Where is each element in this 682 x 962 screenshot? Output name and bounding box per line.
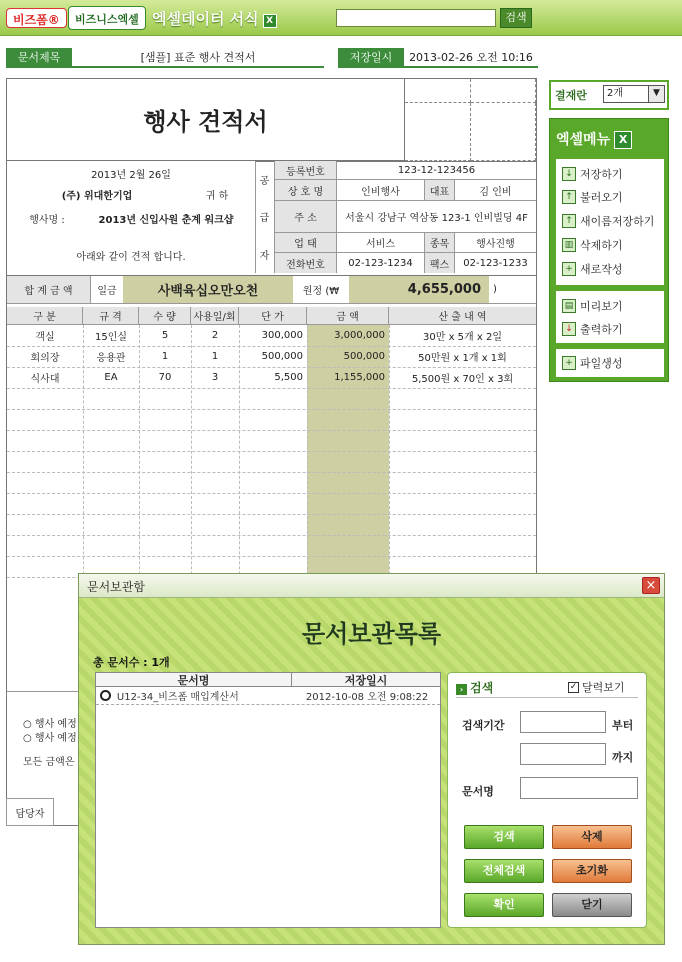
list-col-name: 문서명 — [96, 673, 292, 686]
col-header: 구 분 — [7, 307, 83, 325]
closing-text: 아래와 같이 견적 합니다. — [76, 251, 186, 263]
dialog-heading: 문서보관목록 — [301, 620, 442, 648]
bizform-logo[interactable]: 비즈폼® — [6, 8, 67, 28]
address: 서울시 강남구 역삼동 123-1 인비빌딩 4F — [337, 201, 536, 233]
menu-create-file[interactable] — [562, 353, 623, 373]
approval-cell[interactable] — [471, 103, 536, 161]
from-label: 부터 — [612, 719, 634, 732]
sum-korean: 사백육십오만오천 — [123, 276, 293, 304]
period-label: 검색기간 — [462, 719, 505, 732]
save-icon: ↓ — [562, 167, 576, 181]
approval-count-panel — [549, 80, 669, 110]
row-line — [7, 388, 536, 389]
close-button[interactable]: 닫기 — [552, 893, 632, 917]
address-label: 주 소 — [275, 201, 337, 233]
col-header: 규 격 — [83, 307, 139, 325]
table-cell: EA — [104, 372, 118, 383]
menu-delete[interactable] — [562, 235, 623, 255]
estimate-date: 2013년 2월 26일 — [91, 169, 171, 181]
table-cell: 식사대 — [30, 374, 60, 385]
col-header: 사용일/회 — [191, 307, 239, 325]
approval-count-label: 결재란 — [555, 89, 587, 102]
table-cell: 3,000,000 — [334, 330, 385, 341]
menu-group-file — [556, 159, 664, 285]
table-cell: 500,000 — [261, 351, 303, 362]
period-start-input[interactable] — [520, 711, 606, 733]
menu-load[interactable] — [562, 187, 623, 207]
table-cell: 3 — [211, 372, 219, 383]
search-button[interactable]: 검색 — [500, 8, 532, 28]
note-line: ○ 행사 예정 — [23, 719, 77, 730]
representative-label: 대표 — [425, 180, 455, 201]
total-count: 총 문서수 : 1개 — [93, 656, 170, 669]
table-cell: 500,000 — [343, 351, 385, 362]
doc-title-value: [샘플] 표준 행사 견적서 — [140, 51, 256, 64]
row-line — [7, 472, 536, 473]
manager-label: 담당자 — [6, 798, 54, 826]
row-line — [7, 451, 536, 452]
table-cell: 300,000 — [261, 330, 303, 341]
business-type-label: 업 태 — [275, 233, 337, 253]
docname-label: 문서명 — [462, 785, 494, 798]
tel-label: 전화번호 — [275, 253, 337, 273]
sum-won-label: 원정 (₩ — [293, 276, 349, 304]
search-panel-icon: › — [456, 684, 467, 695]
business-item-label: 종목 — [425, 233, 455, 253]
document-storage-dialog — [78, 573, 665, 945]
search-panel — [447, 672, 647, 928]
menu-label: 출력하기 — [580, 323, 623, 336]
table-cell: 1,155,000 — [334, 372, 385, 383]
menu-group-create — [556, 349, 664, 377]
dialog-title: 문서보관함 — [87, 580, 145, 594]
reg-no-label: 등록번호 — [275, 161, 337, 180]
sum-prefix: 일금 — [91, 276, 123, 304]
row-line — [7, 430, 536, 431]
business-item: 행사진행 — [455, 233, 536, 253]
excel-menu-title-text: 엑셀메뉴 — [556, 132, 611, 148]
table-cell: 객실 — [35, 332, 55, 343]
print-icon: ↓ — [562, 322, 576, 336]
menu-group-print — [556, 291, 664, 343]
table-cell: 5,500원 x 70인 x 3회 — [411, 374, 514, 385]
search-button[interactable]: 검색 — [464, 825, 544, 849]
approval-cell[interactable] — [405, 103, 471, 161]
approval-cell[interactable] — [405, 79, 471, 103]
app-title — [152, 8, 277, 29]
menu-label: 삭제하기 — [580, 239, 623, 252]
table-cell: 회의장 — [30, 353, 60, 364]
list-header — [96, 673, 440, 687]
menu-label: 새이름저장하기 — [580, 215, 655, 228]
app-title-text: 엑셀데이터 서식 — [152, 10, 259, 28]
reset-button[interactable]: 초기화 — [552, 859, 632, 883]
table-cell: 5,500 — [274, 372, 303, 383]
note-line: ○ 행사 예정 — [23, 733, 77, 744]
fax: 02-123-1233 — [463, 257, 528, 269]
menu-label: 저장하기 — [580, 168, 623, 181]
approval-cell[interactable] — [471, 79, 536, 103]
table-cell: 2 — [211, 330, 219, 341]
list-item[interactable] — [96, 687, 440, 705]
approval-count-value: 2개 — [607, 88, 624, 99]
table-cell: 70 — [158, 372, 172, 383]
top-bar — [0, 0, 682, 36]
approval-count-select[interactable] — [603, 85, 665, 103]
saved-label: 저장일시 — [338, 48, 404, 68]
menu-label: 불러오기 — [580, 191, 623, 204]
supplier-vertical-label — [255, 161, 275, 273]
save-as-icon: ↑ — [562, 214, 576, 228]
list-item-date: 2012-10-08 오전 9:08:22 — [305, 692, 429, 703]
calendar-checkbox[interactable]: ✓ — [569, 681, 578, 692]
excel-menu — [549, 118, 669, 382]
honorific: 귀 하 — [205, 190, 229, 202]
supplier-char: 공 — [259, 176, 270, 188]
table-cell: 1 — [211, 351, 219, 362]
representative: 김 인비 — [455, 180, 536, 201]
dialog-titlebar[interactable] — [79, 574, 664, 598]
menu-preview[interactable] — [562, 296, 623, 316]
company-name-label: 상 호 명 — [275, 180, 337, 201]
table-cell: 1 — [161, 351, 169, 362]
company-name: 인비행사 — [337, 180, 425, 201]
preview-icon: ▤ — [562, 299, 576, 313]
divider — [456, 697, 638, 698]
table-cell: 50만원 x 1개 x 1회 — [418, 353, 507, 364]
row-line — [7, 514, 536, 515]
row-radio[interactable] — [100, 690, 111, 701]
saved-value: 2013-02-26 오전 10:16 — [409, 51, 533, 64]
dialog-body — [79, 598, 664, 944]
document-list — [95, 672, 441, 928]
note-line: 모든 금액은 — [23, 757, 75, 768]
document-heading: 행사 견적서 — [7, 79, 405, 161]
close-icon[interactable]: × — [642, 577, 660, 594]
search-panel-title — [456, 679, 493, 696]
row-line — [7, 493, 536, 494]
period-end-input[interactable] — [520, 743, 606, 765]
excel-icon: X — [614, 131, 632, 149]
reg-no: 123-12-123456 — [337, 161, 536, 180]
table-cell: 30만 x 5개 x 2일 — [423, 332, 502, 343]
menu-label: 미리보기 — [580, 300, 623, 313]
ok-button[interactable]: 확인 — [464, 893, 544, 917]
to-label: 까지 — [612, 751, 634, 764]
supplier-char: 급 — [259, 213, 270, 225]
fax-label: 팩스 — [425, 253, 455, 273]
delete-button[interactable]: 삭제 — [552, 825, 632, 849]
col-header: 산 출 내 역 — [389, 307, 536, 325]
search-input[interactable] — [336, 9, 496, 27]
col-header: 단 가 — [239, 307, 307, 325]
event-label: 행사명 : — [29, 214, 65, 226]
business-excel-logo[interactable]: 비즈니스엑셀 — [68, 6, 146, 30]
open-icon: ↑ — [562, 190, 576, 204]
tel: 02-123-1234 — [337, 253, 425, 273]
supplier-char: 자 — [259, 250, 270, 262]
menu-new[interactable] — [562, 259, 623, 279]
list-item-name: U12-34_비즈폼 매입계산서 — [116, 692, 239, 703]
row-line — [7, 535, 536, 536]
doc-title-label: 문서제목 — [6, 48, 72, 68]
row-line — [7, 556, 536, 557]
menu-label: 파일생성 — [580, 357, 623, 370]
table-cell: 5 — [161, 330, 169, 341]
col-header: 금 액 — [307, 307, 389, 325]
table-cell: 응용관 — [96, 353, 126, 364]
new-document-icon: + — [562, 262, 576, 276]
row-line — [7, 409, 536, 410]
sum-close: ) — [489, 276, 536, 304]
docname-input[interactable] — [520, 777, 638, 799]
col-header: 수 량 — [139, 307, 191, 325]
excel-menu-title — [556, 129, 632, 149]
list-col-date: 저장일시 — [344, 673, 388, 687]
search-all-button[interactable]: 전체검색 — [464, 859, 544, 883]
menu-save[interactable] — [562, 164, 623, 184]
menu-label: 새로작성 — [580, 263, 623, 276]
sum-label: 합 계 금 액 — [7, 276, 91, 304]
calendar-toggle[interactable] — [568, 679, 625, 695]
business-type: 서비스 — [337, 233, 425, 253]
calendar-label: 달력보기 — [582, 681, 625, 694]
trash-icon: ▥ — [562, 238, 576, 252]
chevron-down-icon[interactable]: ▼ — [648, 86, 664, 102]
menu-print[interactable] — [562, 319, 623, 339]
sum-value: 4,655,000 — [349, 276, 489, 304]
event-name: 2013년 신입사원 춘계 워크샵 — [98, 214, 234, 226]
excel-icon: X — [263, 14, 277, 28]
create-file-icon: + — [562, 356, 576, 370]
table-cell: 15인실 — [94, 332, 128, 343]
recipient-company: (주) 위대한기업 — [61, 190, 133, 202]
search-panel-title-text: 검색 — [470, 681, 494, 695]
menu-save-as[interactable] — [562, 211, 654, 231]
